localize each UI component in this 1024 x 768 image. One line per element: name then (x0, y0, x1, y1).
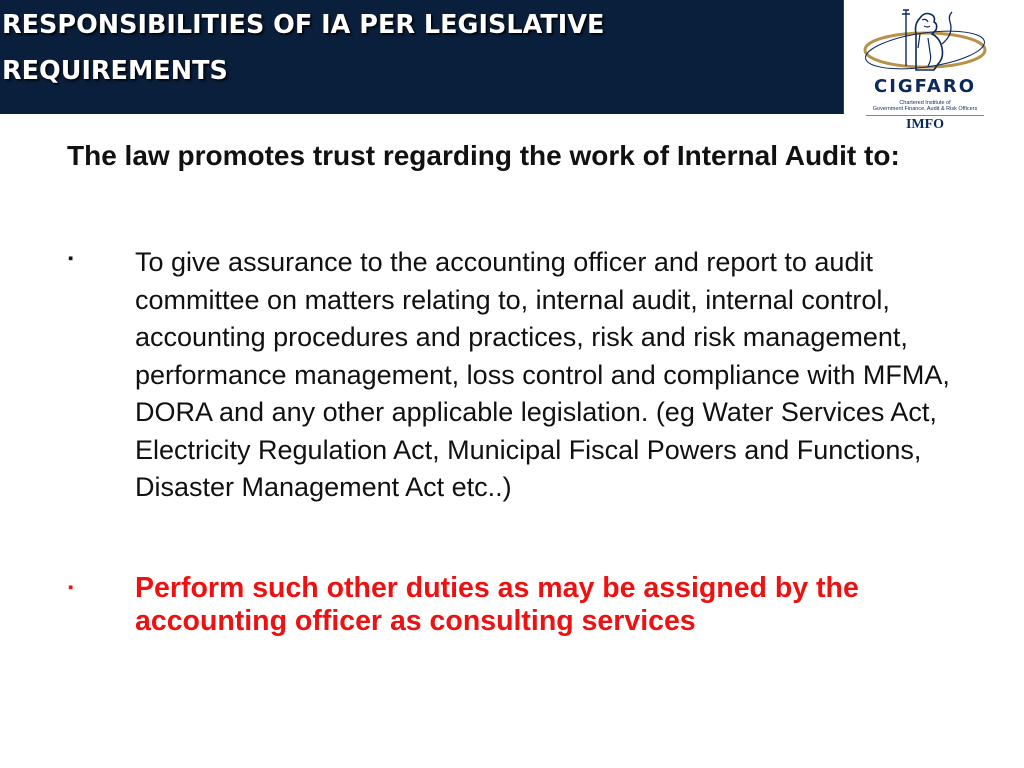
slide-title-line-2: REQUIREMENTS (2, 56, 228, 86)
bullet-marker-1: ▪ (68, 250, 74, 267)
logo-tagline-line-1: Chartered Institute of (899, 100, 951, 106)
lead-statement: The law promotes trust regarding the work of Internal Audit to: (67, 140, 900, 171)
title-banner (0, 0, 844, 114)
slide-title (2, 2, 604, 94)
cigfaro-logo (858, 4, 992, 136)
bullet-marker-2: ▪ (68, 579, 74, 596)
logo-tagline-line-2: Government Finance, Audit & Risk Officers (872, 106, 978, 112)
bullet-item-2: Perform such other duties as may be assigned by the accounting officer as consulting services (135, 572, 859, 637)
lion-emblem-icon (858, 4, 992, 76)
logo-tagline (862, 100, 988, 112)
slide-title-line-1: RESPONSIBILITIES OF IA PER LEGISLATIVE (2, 10, 605, 40)
logo-wordmark: CIGFARO (873, 76, 976, 97)
logo-subbrand: IMFO (905, 117, 945, 132)
bullet-item-1: To give assurance to the accounting officer and report to audit committee on matters relating to, internal audit, internal control, accounting procedures and practices, risk and risk management, performance management, loss control and compliance with MFMA, DORA and any other applicable legislation. (eg Water Services Act, Electricity Regulation Act, Municipal Fiscal Powers and Functions, Disaster Management Act etc..) (135, 247, 950, 502)
logo-divider (866, 115, 984, 116)
